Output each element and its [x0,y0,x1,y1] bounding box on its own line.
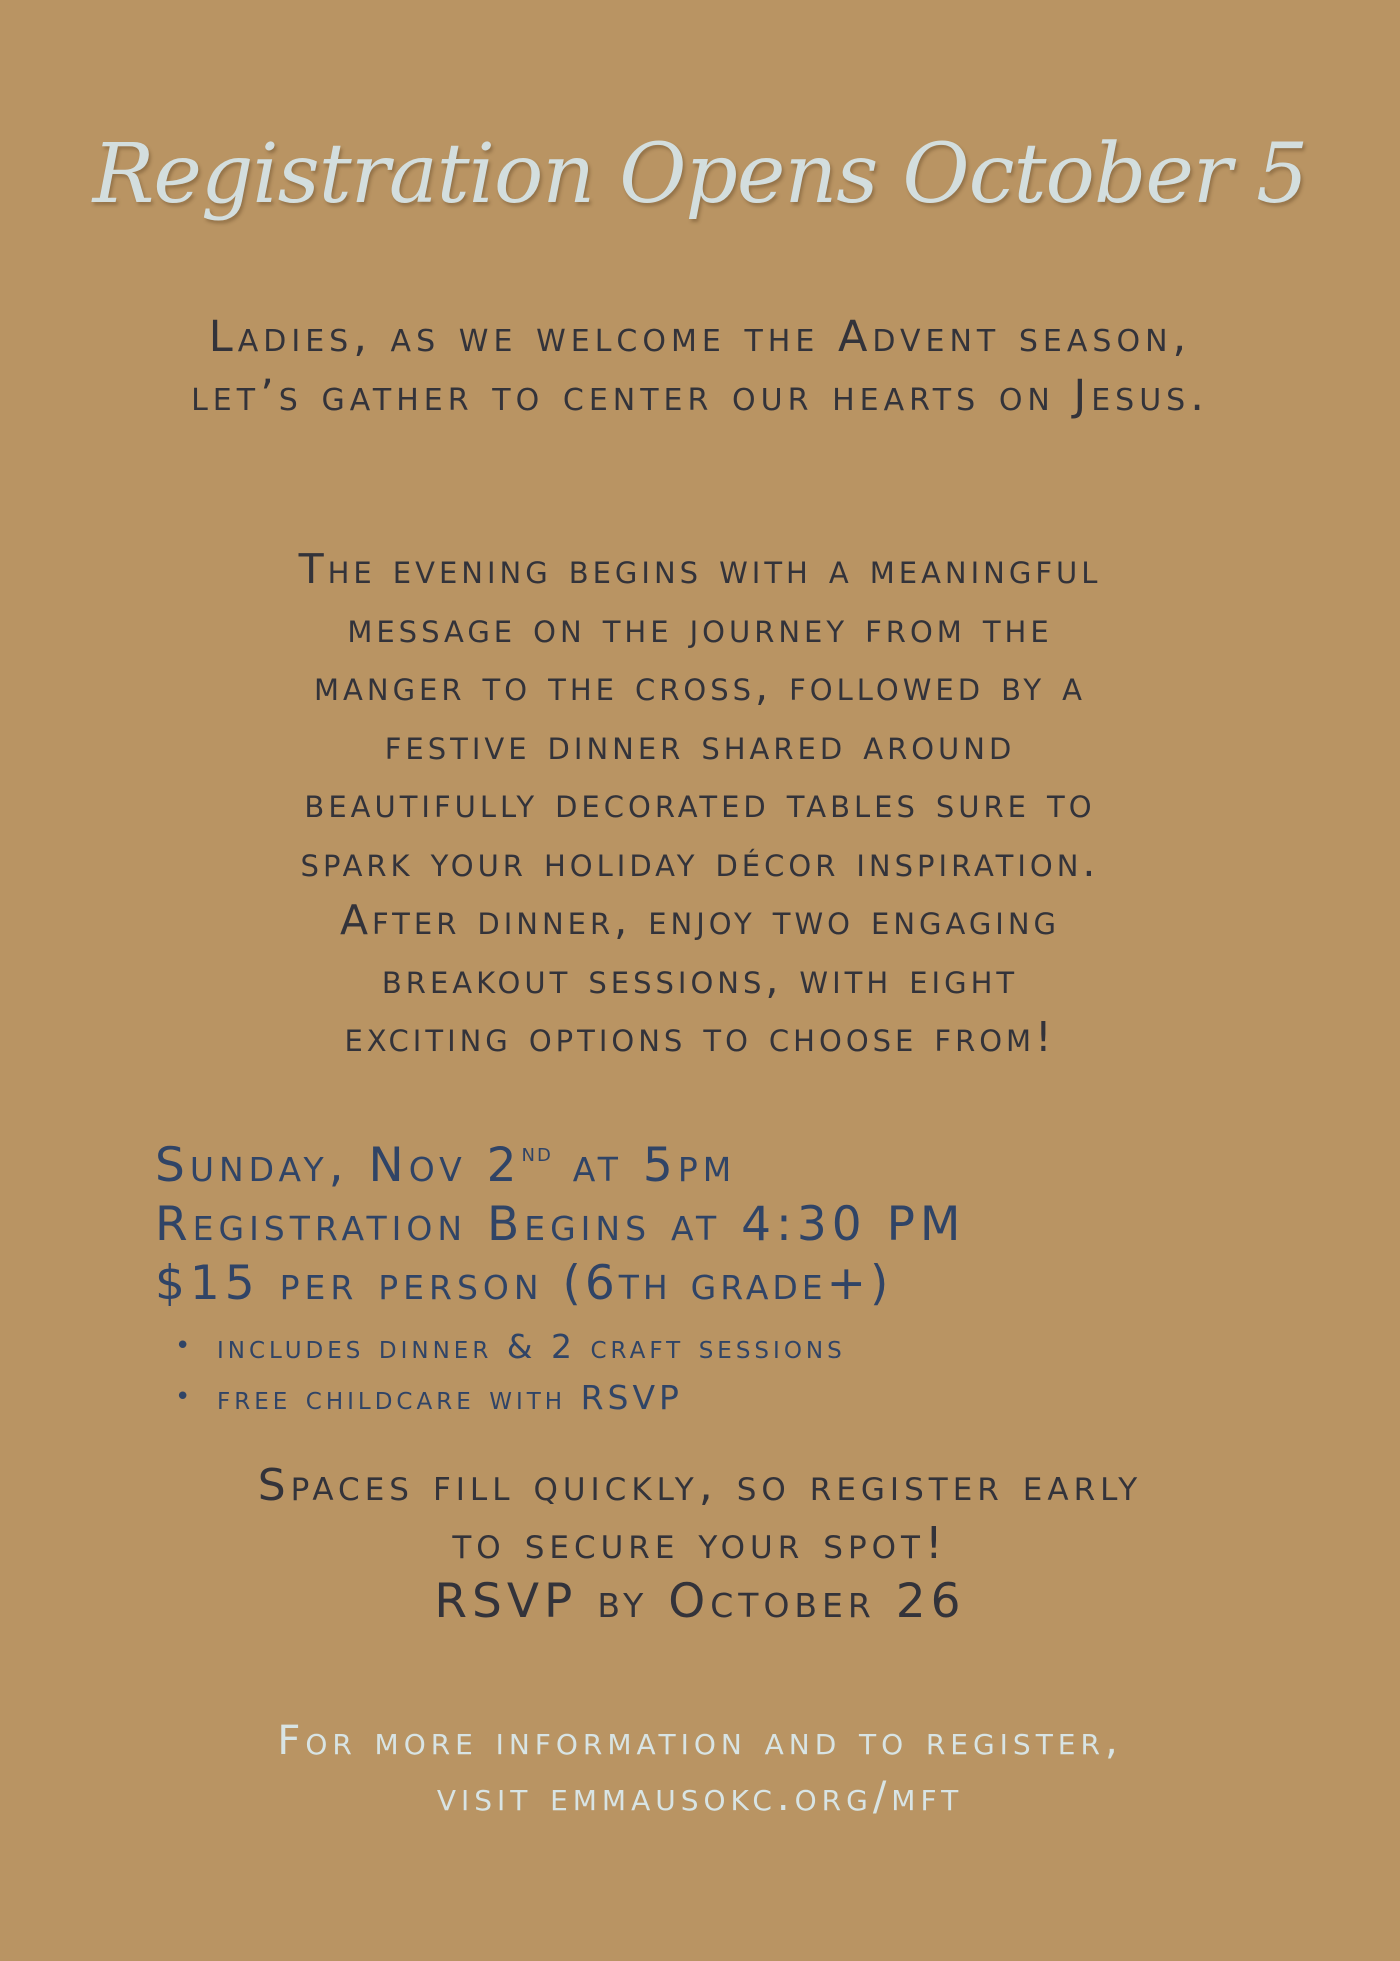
description-line: exciting options to choose from! [344,1013,1056,1061]
list-item [175,1372,1305,1423]
description-line: After dinner, enjoy two engaging [339,896,1061,944]
event-date [155,1124,1305,1195]
intro-paragraph: Ladies, as we welcome the Advent season, let’s gather to center our hearts on Jesus. [191,312,1209,421]
description-line: The evening begins with a meaningful [298,545,1102,593]
event-date-time: at 5pm [552,1138,737,1193]
page-title: Registration Opens October 5 [92,127,1308,222]
price-amount: $15 per person [155,1256,544,1311]
list-item-text: includes dinner & 2 craft sessions [217,1327,846,1366]
list-item [175,1321,1305,1372]
description-line: message on the journey from the [347,603,1053,652]
rsvp-deadline: RSVP by October 26 [434,1574,966,1629]
event-details [155,1124,1305,1423]
price [155,1254,1305,1313]
description-line: manger to the cross, followed by a [314,662,1086,710]
footer-info [130,1713,1270,1825]
event-date-day: Sunday, Nov 2 [155,1138,522,1193]
footer-link[interactable]: visit emmausokc.org/mft [436,1774,964,1820]
closing-line: to secure your spot! [452,1518,948,1569]
description-line: breakout sessions, with eight [381,954,1019,1003]
description-line: festive dinner shared around [384,720,1016,769]
registration-time: Registration Begins at 4:30 PM [155,1197,966,1252]
description-line: spark your holiday décor inspiration. [300,837,1100,886]
event-description [130,540,1270,1067]
bullet-icon: • [175,1331,195,1361]
closing-line: Spaces fill quickly, so register early [257,1460,1143,1511]
footer-line: For more information and to register, [277,1718,1123,1764]
description-line: beautifully decorated tables sure to [304,779,1096,827]
price-note: (6th grade+) [543,1256,893,1311]
closing-message [130,1457,1270,1631]
details-list [175,1321,1305,1423]
event-date-ordinal: nd [521,1138,553,1168]
list-item-text: free childcare with RSVP [217,1378,683,1417]
bullet-icon: • [175,1382,195,1412]
